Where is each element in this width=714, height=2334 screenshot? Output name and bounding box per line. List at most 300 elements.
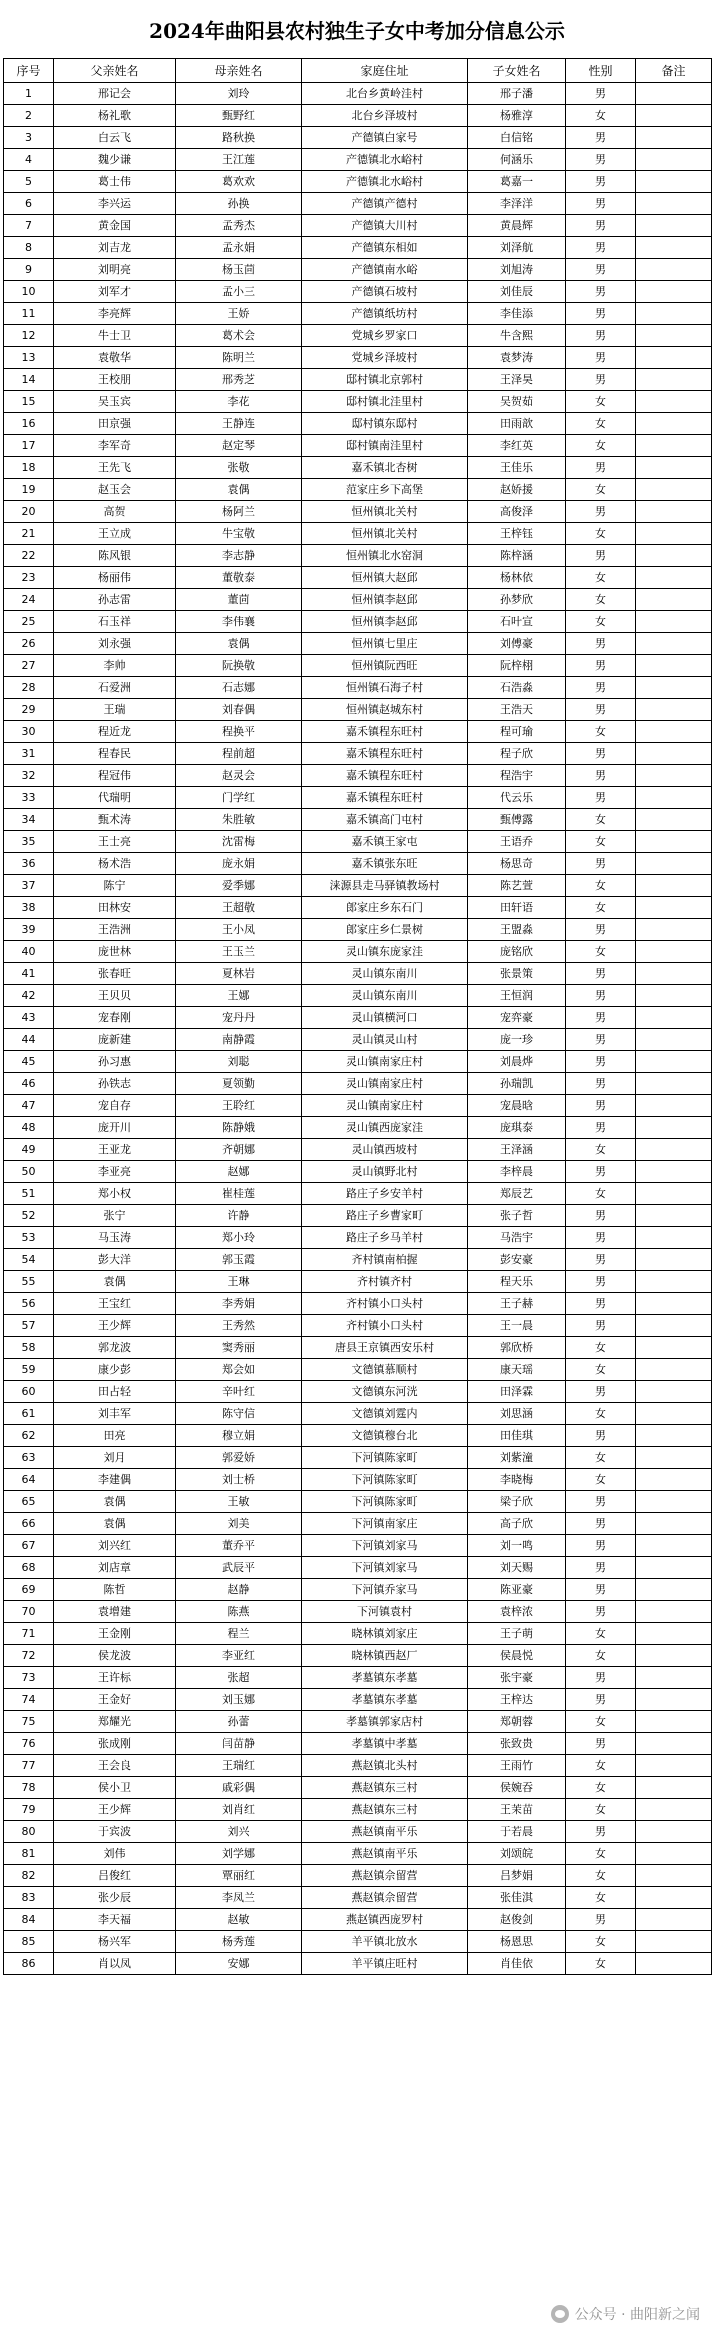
cell-col-gender: 男 (566, 193, 636, 215)
cell-col-father: 王宝红 (54, 1293, 176, 1315)
table-body (4, 83, 712, 1975)
cell-col-father: 郭龙波 (54, 1337, 176, 1359)
cell-col-mother: 刘玲 (176, 83, 302, 105)
cell-col-address: 灵山镇野北村 (302, 1161, 468, 1183)
cell-col-child: 王浩天 (468, 699, 566, 721)
cell-col-child: 王泽涵 (468, 1139, 566, 1161)
cell-col-mother: 赵灵会 (176, 765, 302, 787)
table-row (4, 171, 712, 193)
cell-col-gender: 男 (566, 1117, 636, 1139)
cell-col-father: 吕俊红 (54, 1865, 176, 1887)
cell-col-mother: 齐朝娜 (176, 1139, 302, 1161)
cell-col-remark (636, 1271, 712, 1293)
table-row (4, 193, 712, 215)
cell-col-gender: 女 (566, 721, 636, 743)
cell-col-address: 下河镇乔家马 (302, 1579, 468, 1601)
table-row (4, 1689, 712, 1711)
cell-col-father: 张春旺 (54, 963, 176, 985)
cell-col-child: 宠弈豪 (468, 1007, 566, 1029)
cell-col-child: 田雨歆 (468, 413, 566, 435)
cell-col-index: 42 (4, 985, 54, 1007)
cell-col-index: 62 (4, 1425, 54, 1447)
cell-col-address: 燕赵镇东三村 (302, 1777, 468, 1799)
cell-col-remark (636, 1777, 712, 1799)
cell-col-gender: 男 (566, 457, 636, 479)
cell-col-index: 13 (4, 347, 54, 369)
cell-col-index: 65 (4, 1491, 54, 1513)
table-row (4, 963, 712, 985)
cell-col-gender: 男 (566, 1315, 636, 1337)
table-row (4, 1909, 712, 1931)
cell-col-address: 文德镇慕顺村 (302, 1359, 468, 1381)
cell-col-father: 王亚龙 (54, 1139, 176, 1161)
cell-col-child: 张宇豪 (468, 1667, 566, 1689)
cell-col-mother: 李亚红 (176, 1645, 302, 1667)
cell-col-child: 甄傅露 (468, 809, 566, 831)
cell-col-remark (636, 567, 712, 589)
table-row (4, 1777, 712, 1799)
cell-col-address: 下河镇陈家町 (302, 1491, 468, 1513)
table-row (4, 941, 712, 963)
cell-col-gender: 女 (566, 567, 636, 589)
cell-col-mother: 杨玉茴 (176, 259, 302, 281)
cell-col-gender: 男 (566, 655, 636, 677)
cell-col-index: 32 (4, 765, 54, 787)
cell-col-gender: 男 (566, 1249, 636, 1271)
cell-col-child: 彭安豪 (468, 1249, 566, 1271)
cell-col-address: 产德镇北水峪村 (302, 171, 468, 193)
cell-col-index: 3 (4, 127, 54, 149)
cell-col-mother: 武辰平 (176, 1557, 302, 1579)
cell-col-index: 83 (4, 1887, 54, 1909)
table-row (4, 105, 712, 127)
cell-col-mother: 王琳 (176, 1271, 302, 1293)
cell-col-father: 刘军才 (54, 281, 176, 303)
cell-col-address: 孝墓镇东孝墓 (302, 1689, 468, 1711)
cell-col-mother: 王江莲 (176, 149, 302, 171)
cell-col-remark (636, 1249, 712, 1271)
cell-col-mother: 袁偶 (176, 633, 302, 655)
table-row (4, 1711, 712, 1733)
cell-col-remark (636, 787, 712, 809)
table-row (4, 1029, 712, 1051)
table-row (4, 523, 712, 545)
cell-col-address: 路庄子乡安羊村 (302, 1183, 468, 1205)
cell-col-mother: 阮换敬 (176, 655, 302, 677)
cell-col-remark (636, 1227, 712, 1249)
cell-col-mother: 刘学娜 (176, 1843, 302, 1865)
cell-col-gender: 女 (566, 1953, 636, 1975)
cell-col-remark (636, 1953, 712, 1975)
table-row (4, 1403, 712, 1425)
cell-col-address: 恒州镇北关村 (302, 523, 468, 545)
wechat-icon (551, 2305, 569, 2323)
cell-col-index: 36 (4, 853, 54, 875)
table-row (4, 1667, 712, 1689)
cell-col-gender: 男 (566, 1733, 636, 1755)
cell-col-child: 郑辰艺 (468, 1183, 566, 1205)
cell-col-mother: 陈明兰 (176, 347, 302, 369)
cell-col-remark (636, 1205, 712, 1227)
cell-col-gender: 女 (566, 1183, 636, 1205)
cell-col-address: 燕赵镇南平乐 (302, 1821, 468, 1843)
cell-col-index: 73 (4, 1667, 54, 1689)
cell-col-index: 52 (4, 1205, 54, 1227)
table-row (4, 1733, 712, 1755)
cell-col-remark (636, 853, 712, 875)
cell-col-address: 晓林镇刘家庄 (302, 1623, 468, 1645)
cell-col-gender: 男 (566, 1007, 636, 1029)
cell-col-remark (636, 457, 712, 479)
cell-col-index: 16 (4, 413, 54, 435)
cell-col-gender: 女 (566, 105, 636, 127)
cell-col-address: 文德镇东河洸 (302, 1381, 468, 1403)
cell-col-gender: 女 (566, 413, 636, 435)
cell-col-mother: 李凤兰 (176, 1887, 302, 1909)
cell-col-child: 王梓达 (468, 1689, 566, 1711)
table-row (4, 1117, 712, 1139)
cell-col-index: 84 (4, 1909, 54, 1931)
cell-col-child: 于若晨 (468, 1821, 566, 1843)
cell-col-child: 李梓晨 (468, 1161, 566, 1183)
cell-col-remark (636, 611, 712, 633)
cell-col-index: 29 (4, 699, 54, 721)
cell-col-gender: 男 (566, 369, 636, 391)
cell-col-child: 庞琪泰 (468, 1117, 566, 1139)
cell-col-address: 嘉禾镇王家屯 (302, 831, 468, 853)
cell-col-remark (636, 1403, 712, 1425)
cell-col-mother: 王小凤 (176, 919, 302, 941)
cell-col-remark (636, 1161, 712, 1183)
cell-col-child: 王梓钰 (468, 523, 566, 545)
cell-col-father: 王许标 (54, 1667, 176, 1689)
table-row (4, 1931, 712, 1953)
table-row (4, 1139, 712, 1161)
cell-col-address: 燕赵镇北头村 (302, 1755, 468, 1777)
cell-col-father: 白云飞 (54, 127, 176, 149)
cell-col-address: 齐村镇小口头村 (302, 1293, 468, 1315)
cell-col-father: 王先飞 (54, 457, 176, 479)
cell-col-address: 下河镇刘家马 (302, 1535, 468, 1557)
cell-col-child: 李佳添 (468, 303, 566, 325)
table-row (4, 633, 712, 655)
cell-col-address: 北台乡泽坡村 (302, 105, 468, 127)
cell-col-address: 恒州镇李赵邱 (302, 611, 468, 633)
cell-col-remark (636, 1051, 712, 1073)
cell-col-remark (636, 1337, 712, 1359)
cell-col-address: 恒州镇大赵邱 (302, 567, 468, 589)
info-table (3, 58, 712, 1975)
cell-col-address: 产德镇南水峪 (302, 259, 468, 281)
table-row (4, 1843, 712, 1865)
cell-col-child: 张致贵 (468, 1733, 566, 1755)
cell-col-gender: 男 (566, 1601, 636, 1623)
cell-col-mother: 李花 (176, 391, 302, 413)
cell-col-gender: 女 (566, 479, 636, 501)
cell-col-father: 张宁 (54, 1205, 176, 1227)
cell-col-gender: 女 (566, 1645, 636, 1667)
cell-col-father: 于宾波 (54, 1821, 176, 1843)
cell-col-address: 恒州镇北水窑洞 (302, 545, 468, 567)
table-row (4, 1359, 712, 1381)
page-title: 2024年曲阳县农村独生子女中考加分信息公示 (149, 18, 565, 43)
cell-col-gender: 男 (566, 743, 636, 765)
cell-col-address: 产德镇石坡村 (302, 281, 468, 303)
table-row (4, 391, 712, 413)
cell-col-father: 刘永强 (54, 633, 176, 655)
cell-col-gender: 男 (566, 1821, 636, 1843)
cell-col-gender: 男 (566, 501, 636, 523)
cell-col-father: 田占轻 (54, 1381, 176, 1403)
header-col-mother: 母亲姓名 (176, 59, 302, 83)
cell-col-father: 袁偶 (54, 1491, 176, 1513)
cell-col-index: 67 (4, 1535, 54, 1557)
cell-col-father: 田林安 (54, 897, 176, 919)
table-row (4, 743, 712, 765)
table-row (4, 1095, 712, 1117)
cell-col-remark (636, 831, 712, 853)
cell-col-child: 杨思奇 (468, 853, 566, 875)
cell-col-child: 袁梦涛 (468, 347, 566, 369)
cell-col-gender: 男 (566, 919, 636, 941)
table-row (4, 677, 712, 699)
cell-col-index: 53 (4, 1227, 54, 1249)
watermark-text: 公众号 · 曲阳新之闻 (574, 2307, 700, 2323)
cell-col-index: 78 (4, 1777, 54, 1799)
cell-col-child: 高俊泽 (468, 501, 566, 523)
table-row (4, 1425, 712, 1447)
cell-col-father: 孙习惠 (54, 1051, 176, 1073)
cell-col-child: 王茉苗 (468, 1799, 566, 1821)
cell-col-gender: 男 (566, 1909, 636, 1931)
cell-col-address: 邸村镇北京郭村 (302, 369, 468, 391)
cell-col-child: 袁梓浓 (468, 1601, 566, 1623)
cell-col-child: 石叶宣 (468, 611, 566, 633)
cell-col-mother: 董敬泰 (176, 567, 302, 589)
cell-col-address: 燕赵镇佘留营 (302, 1887, 468, 1909)
cell-col-gender: 女 (566, 809, 636, 831)
cell-col-index: 14 (4, 369, 54, 391)
cell-col-address: 范家庄乡下高堡 (302, 479, 468, 501)
cell-col-index: 43 (4, 1007, 54, 1029)
cell-col-mother: 李伟襄 (176, 611, 302, 633)
table-row (4, 1271, 712, 1293)
cell-col-index: 10 (4, 281, 54, 303)
cell-col-mother: 石志娜 (176, 677, 302, 699)
table-row (4, 479, 712, 501)
cell-col-father: 张少辰 (54, 1887, 176, 1909)
cell-col-index: 82 (4, 1865, 54, 1887)
cell-col-father: 李帅 (54, 655, 176, 677)
cell-col-father: 田京强 (54, 413, 176, 435)
cell-col-gender: 男 (566, 1667, 636, 1689)
cell-col-gender: 男 (566, 985, 636, 1007)
cell-col-remark (636, 1513, 712, 1535)
cell-col-remark (636, 83, 712, 105)
cell-col-child: 刘晨烨 (468, 1051, 566, 1073)
cell-col-gender: 女 (566, 1777, 636, 1799)
cell-col-child: 侯晨悦 (468, 1645, 566, 1667)
cell-col-address: 恒州镇阮西旺 (302, 655, 468, 677)
cell-col-father: 陈风银 (54, 545, 176, 567)
cell-col-index: 7 (4, 215, 54, 237)
cell-col-child: 侯婉吞 (468, 1777, 566, 1799)
cell-col-remark (636, 897, 712, 919)
cell-col-remark (636, 1183, 712, 1205)
cell-col-address: 齐村镇齐村 (302, 1271, 468, 1293)
watermark (551, 2304, 700, 2324)
cell-col-father: 刘丰军 (54, 1403, 176, 1425)
table-row (4, 1249, 712, 1271)
cell-col-father: 李军奇 (54, 435, 176, 457)
cell-col-gender: 女 (566, 611, 636, 633)
cell-col-father: 袁偶 (54, 1271, 176, 1293)
cell-col-address: 嘉禾镇程东旺村 (302, 743, 468, 765)
cell-col-index: 80 (4, 1821, 54, 1843)
table-row (4, 1007, 712, 1029)
table-row (4, 1535, 712, 1557)
cell-col-address: 邸村镇北洼里村 (302, 391, 468, 413)
cell-col-gender: 女 (566, 1403, 636, 1425)
table-row (4, 699, 712, 721)
cell-col-child: 赵娇援 (468, 479, 566, 501)
table-row (4, 215, 712, 237)
cell-col-child: 吴贺茹 (468, 391, 566, 413)
cell-col-address: 灵山镇西庞家洼 (302, 1117, 468, 1139)
cell-col-index: 71 (4, 1623, 54, 1645)
cell-col-father: 马玉涛 (54, 1227, 176, 1249)
table-row (4, 1557, 712, 1579)
table-row (4, 149, 712, 171)
cell-col-index: 24 (4, 589, 54, 611)
cell-col-index: 30 (4, 721, 54, 743)
cell-col-address: 嘉禾镇张东旺 (302, 853, 468, 875)
cell-col-child: 刘佳辰 (468, 281, 566, 303)
table-row (4, 1953, 712, 1975)
cell-col-mother: 张超 (176, 1667, 302, 1689)
cell-col-father: 石爱洲 (54, 677, 176, 699)
cell-col-child: 王恒润 (468, 985, 566, 1007)
cell-col-address: 文德镇穆台北 (302, 1425, 468, 1447)
cell-col-mother: 葛欢欢 (176, 171, 302, 193)
cell-col-address: 北台乡黄岭洼村 (302, 83, 468, 105)
cell-col-index: 68 (4, 1557, 54, 1579)
table-row (4, 1491, 712, 1513)
cell-col-child: 何涵乐 (468, 149, 566, 171)
cell-col-address: 恒州镇李赵邱 (302, 589, 468, 611)
cell-col-address: 产德镇东相如 (302, 237, 468, 259)
cell-col-index: 45 (4, 1051, 54, 1073)
cell-col-mother: 袁偶 (176, 479, 302, 501)
cell-col-address: 文德镇刘霆内 (302, 1403, 468, 1425)
cell-col-remark (636, 1293, 712, 1315)
cell-col-father: 王瑞 (54, 699, 176, 721)
cell-col-remark (636, 413, 712, 435)
cell-col-remark (636, 193, 712, 215)
cell-col-father: 侯小卫 (54, 1777, 176, 1799)
cell-col-child: 李晓梅 (468, 1469, 566, 1491)
cell-col-mother: 闫苗静 (176, 1733, 302, 1755)
cell-col-remark (636, 1799, 712, 1821)
cell-col-child: 刘颂皖 (468, 1843, 566, 1865)
cell-col-remark (636, 1909, 712, 1931)
cell-col-father: 宠春刚 (54, 1007, 176, 1029)
cell-col-gender: 男 (566, 347, 636, 369)
cell-col-gender: 男 (566, 1491, 636, 1513)
cell-col-mother: 刘聪 (176, 1051, 302, 1073)
cell-col-child: 王子萌 (468, 1623, 566, 1645)
cell-col-index: 18 (4, 457, 54, 479)
cell-col-father: 刘月 (54, 1447, 176, 1469)
cell-col-address: 嘉禾镇程东旺村 (302, 721, 468, 743)
cell-col-gender: 女 (566, 1843, 636, 1865)
cell-col-address: 路庄子乡曹家町 (302, 1205, 468, 1227)
cell-col-gender: 男 (566, 545, 636, 567)
cell-col-remark (636, 1359, 712, 1381)
cell-col-mother: 许静 (176, 1205, 302, 1227)
cell-col-index: 74 (4, 1689, 54, 1711)
cell-col-index: 11 (4, 303, 54, 325)
table-row (4, 1623, 712, 1645)
cell-col-index: 50 (4, 1161, 54, 1183)
cell-col-mother: 陈守信 (176, 1403, 302, 1425)
cell-col-address: 燕赵镇西庞罗村 (302, 1909, 468, 1931)
cell-col-address: 羊平镇庄旺村 (302, 1953, 468, 1975)
cell-col-child: 黄晨辉 (468, 215, 566, 237)
cell-col-index: 81 (4, 1843, 54, 1865)
cell-col-address: 孝墓镇东孝墓 (302, 1667, 468, 1689)
cell-col-father: 王金刚 (54, 1623, 176, 1645)
cell-col-index: 25 (4, 611, 54, 633)
cell-col-father: 高贺 (54, 501, 176, 523)
cell-col-mother: 陈燕 (176, 1601, 302, 1623)
cell-col-father: 李建偶 (54, 1469, 176, 1491)
cell-col-remark (636, 545, 712, 567)
cell-col-father: 刘明亮 (54, 259, 176, 281)
table-row (4, 1447, 712, 1469)
table-row (4, 1293, 712, 1315)
cell-col-mother: 刘美 (176, 1513, 302, 1535)
cell-col-address: 产德镇大川村 (302, 215, 468, 237)
cell-col-gender: 男 (566, 259, 636, 281)
cell-col-father: 李亮辉 (54, 303, 176, 325)
cell-col-mother: 赵定琴 (176, 435, 302, 457)
table-row (4, 1381, 712, 1403)
cell-col-father: 郑小权 (54, 1183, 176, 1205)
cell-col-child: 刘旭涛 (468, 259, 566, 281)
cell-col-child: 陈艺萱 (468, 875, 566, 897)
table-row (4, 721, 712, 743)
cell-col-child: 王泽昊 (468, 369, 566, 391)
cell-col-remark (636, 501, 712, 523)
cell-col-child: 杨林依 (468, 567, 566, 589)
cell-col-address: 燕赵镇东三村 (302, 1799, 468, 1821)
cell-col-mother: 葛术会 (176, 325, 302, 347)
cell-col-address: 羊平镇北放水 (302, 1931, 468, 1953)
cell-col-mother: 郑会如 (176, 1359, 302, 1381)
cell-col-father: 庞世林 (54, 941, 176, 963)
cell-col-remark (636, 1535, 712, 1557)
cell-col-child: 吕梦娟 (468, 1865, 566, 1887)
cell-col-mother: 王玉兰 (176, 941, 302, 963)
cell-col-mother: 庞永娟 (176, 853, 302, 875)
cell-col-remark (636, 523, 712, 545)
cell-col-mother: 路秋换 (176, 127, 302, 149)
table-row (4, 83, 712, 105)
cell-col-remark (636, 1667, 712, 1689)
cell-col-gender: 女 (566, 941, 636, 963)
table-row (4, 457, 712, 479)
